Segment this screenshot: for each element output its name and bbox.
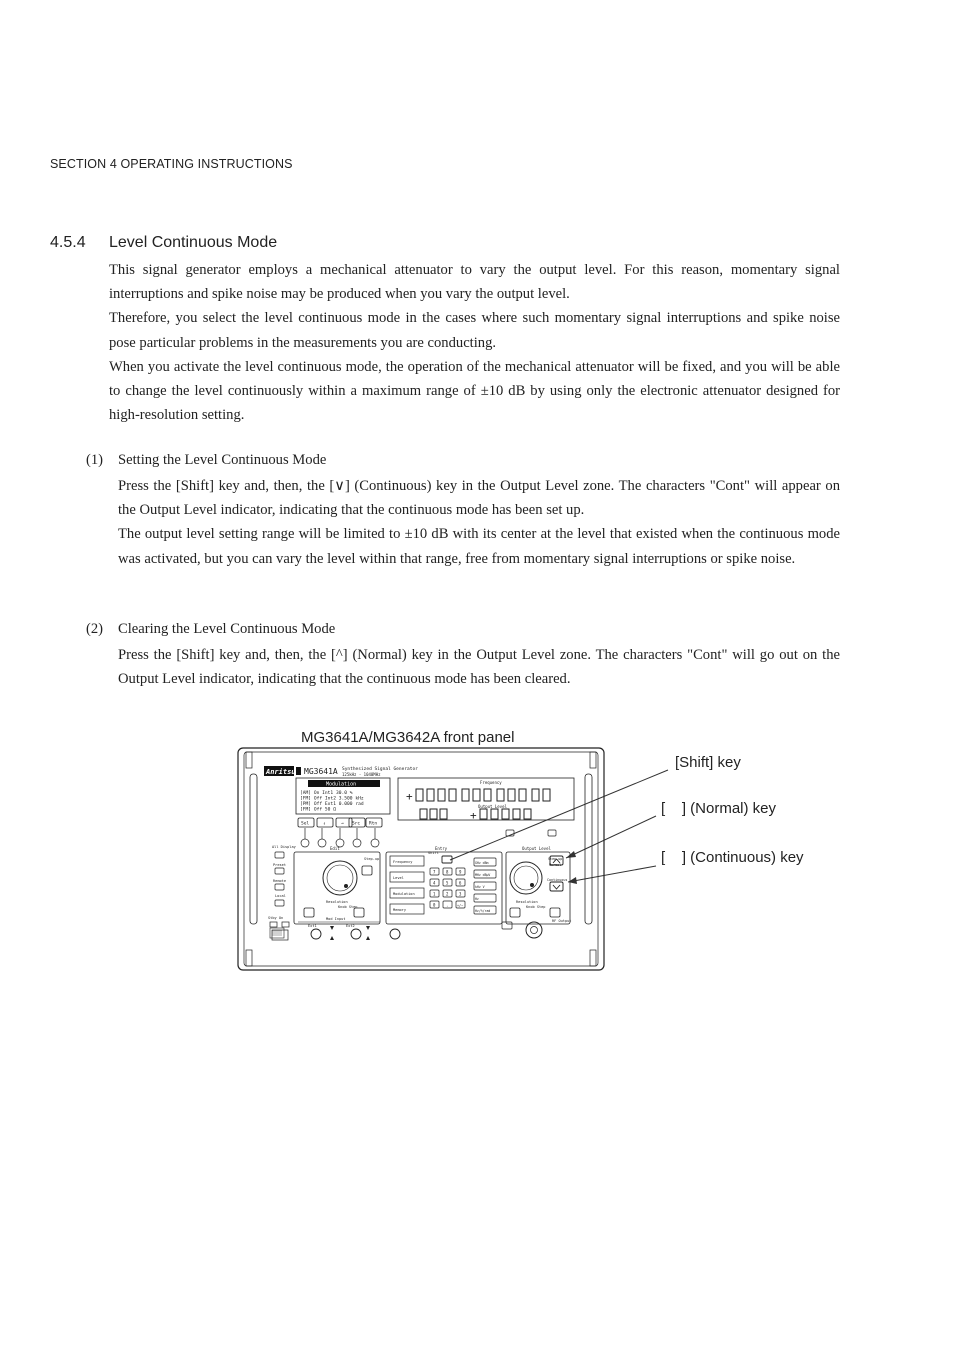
lcd-row-2: [FM] Off Int2 3.500 kHz [300, 796, 364, 802]
right-foot-top [590, 752, 596, 768]
shift-key-callout: [Shift] key [675, 754, 741, 771]
output-level-knob-inner [514, 866, 538, 890]
key-8-label: 8 [446, 869, 449, 875]
frequency-label: Frequency [480, 780, 502, 785]
left-handle [250, 774, 257, 924]
item-2-title: Clearing the Level Continuous Mode [118, 621, 336, 637]
shift-key-label: Shift [428, 851, 439, 855]
level-digit [524, 809, 531, 819]
item-2-paragraph-1: Press the [Shift] key and, then, the [^] (Normal) key in the Output Level zone. The characters "Cont" will go out on the Output Level indicator, indicating that the continuous mode has been cleared. [118, 647, 840, 688]
softkey-src-label: Src [352, 821, 361, 827]
key-7-label: 7 [433, 869, 436, 875]
level-key-label: Level [393, 876, 404, 880]
freq-digit [473, 789, 480, 801]
output-step-up-label: Step-up [548, 857, 563, 861]
item-1-paragraph-1: Press the [Shift] key and, then, the [∨] (Continuous) key in the Output Level zone. The characters "Cont" will appear on the Output Level indicator, indicating that the continuous mode has been set up. [118, 478, 840, 519]
preset-label: Preset [273, 863, 286, 867]
edit-left-key[interactable] [304, 908, 314, 917]
freq-digit [543, 789, 550, 801]
f2-key[interactable] [318, 839, 326, 847]
function-key-row [301, 828, 379, 847]
ext1-label: Ext1 [308, 924, 317, 928]
key-6-label: 6 [459, 880, 462, 886]
memory-digit [440, 809, 447, 819]
key-0-label: 0 [433, 902, 436, 908]
rel-level-key[interactable] [548, 830, 556, 836]
intro-paragraph-2: Therefore, you select the level continuous mode in the cases where such momentary signal interruptions and spike noise pose particular problems in the measurements you are conducting. [109, 310, 840, 351]
softkey-right-label: → [341, 821, 344, 827]
chevron-down-icon [553, 885, 560, 889]
on-lamp [282, 922, 289, 927]
ext2-label: Ext2 [346, 924, 355, 928]
freq-digit [438, 789, 445, 801]
chassis-inner [244, 752, 598, 966]
ext2-connector[interactable] [351, 929, 361, 939]
freq-digit [519, 789, 526, 801]
right-foot-bottom [590, 950, 596, 966]
running-header: SECTION 4 OPERATING INSTRUCTIONS [50, 157, 293, 171]
item-1-number: (1) [86, 452, 104, 468]
frequency-digits [406, 789, 550, 803]
output-resolution-label: Resolution [516, 900, 538, 904]
key-2-label: 2 [446, 891, 449, 897]
key-1-label: 1 [433, 891, 436, 897]
output-level-label: Output Level [478, 804, 507, 809]
edit-right-key[interactable] [354, 908, 364, 917]
modulation-key-label: Modulation [393, 892, 415, 896]
softkey-right[interactable] [336, 818, 352, 827]
freq-digit [532, 789, 539, 801]
lcd-row-3: [PM] Off Ext1 0.000 rad [300, 802, 364, 807]
freq-digit [508, 789, 515, 801]
hz-percent-label: Hz/%/rad [475, 909, 491, 913]
freq-digit [449, 789, 456, 801]
freq-digit [427, 789, 434, 801]
edit-knob-dimple [344, 884, 348, 888]
shift-key[interactable] [442, 856, 452, 863]
edit-knob[interactable] [323, 861, 357, 895]
edit-knob-step-label: Knob Step [338, 905, 358, 909]
level-sign: + [470, 809, 477, 822]
key-9-label: 9 [459, 869, 462, 875]
brand-text: Anritsu [266, 768, 296, 776]
triangle-down-icon [366, 926, 370, 930]
step-up-label: Step-up [364, 857, 380, 861]
triangle-up-icon [330, 936, 334, 940]
level-digit [491, 809, 498, 819]
softkey-rtn-label: Rtn [369, 821, 378, 827]
edit-knob-inner [327, 865, 353, 891]
entry-label: Entry [435, 846, 448, 851]
output-left-key[interactable] [510, 908, 520, 917]
edit-section [294, 852, 380, 924]
edit-resolution-label: Resolution [326, 900, 348, 904]
item-1-paragraph-2: The output level setting range will be limited to ±10 dB with its center at the level that existed when the continuous mode was activated, but you can vary the level within that range, free from momentary signal interruptions or spike noise. [118, 526, 840, 567]
rf-input-connector[interactable] [390, 929, 400, 939]
memory-digit [430, 809, 437, 819]
softkey-sel-label: Sel [301, 821, 310, 827]
preset-key[interactable] [275, 868, 284, 874]
left-foot-bottom [246, 950, 252, 966]
edit-label: Edit [330, 846, 340, 851]
frequency-key-label: Frequency [393, 860, 413, 864]
frequency-sign: + [406, 790, 413, 803]
f1-key[interactable] [301, 839, 309, 847]
continuous-key-callout: [ ] (Continuous) key [661, 849, 804, 866]
brand-square [296, 767, 301, 775]
mhz-dbuv-label: MHz dBμV [475, 873, 491, 877]
rf-output-label: RF Output [552, 919, 572, 923]
remote-label: Remote [273, 879, 286, 883]
lcd-title: Modulation [326, 781, 357, 788]
section-title: Level Continuous Mode [109, 234, 278, 251]
hz-label: Hz [475, 897, 479, 901]
triangle-down-icon [330, 926, 334, 930]
ext1-connector[interactable] [311, 929, 321, 939]
all-display-key[interactable] [275, 852, 284, 858]
rf-output-center [531, 927, 538, 934]
level-digit [480, 809, 487, 819]
left-foot-top [246, 752, 252, 768]
front-panel-drawing [230, 744, 612, 976]
item-2-number: (2) [86, 621, 104, 637]
output-right-key[interactable] [550, 908, 560, 917]
item-1-title: Setting the Level Continuous Mode [118, 452, 327, 468]
lcd-row-1: [AM] On Int1 30.0 % [300, 791, 353, 796]
level-digit [513, 809, 520, 819]
f4-key[interactable] [353, 839, 361, 847]
key-3-label: 3 [459, 891, 462, 897]
f5-key[interactable] [371, 839, 379, 847]
all-display-label: All Display [272, 845, 296, 849]
freq-digit [462, 789, 469, 801]
model-name: MG3641A [304, 767, 338, 776]
intro-paragraph-3: When you activate the level continuous mode, the operation of the mechanical attenuator will be fixed, and you will be able to change the level continuously within a maximum range of ±10 dB by using only the electronic attenuator designed for high-resolution setting. [109, 358, 840, 424]
output-level-knob[interactable] [510, 862, 542, 894]
key-dot-label: . [446, 902, 449, 908]
local-label: Local [275, 894, 286, 898]
continuous-key-label: Continuous [547, 878, 568, 882]
freq-digit [484, 789, 491, 801]
rf-on-off-key[interactable] [502, 922, 512, 929]
memory-key-label: Memory [393, 908, 406, 912]
intro-paragraph-1: This signal generator employs a mechanical attenuator to vary the output level. For this reason, momentary signal interruptions and spike noise may be produced when you vary the output level. [109, 262, 840, 303]
normal-key-label: Normal [549, 863, 562, 867]
key-sign-label: +/− [457, 903, 464, 908]
section-number: 4.5.4 [50, 234, 86, 251]
khz-v-label: kHz V [475, 885, 485, 889]
figure-caption: MG3641A/MG3642A front panel [301, 729, 515, 746]
softkey-down-label: ↓ [323, 821, 326, 827]
stby-on-label: Stby On [268, 916, 284, 920]
normal-key-callout: [ ] (Normal) key [661, 800, 777, 817]
output-knob-step-label: Knob Step [526, 905, 546, 909]
key-5-label: 5 [446, 880, 449, 886]
memory-digit [420, 809, 427, 819]
ghz-dbm-label: GHz dBm [475, 861, 489, 865]
output-level-knob-dimple [530, 883, 534, 887]
edit-step-up-key[interactable] [362, 866, 372, 875]
local-key[interactable] [275, 900, 284, 906]
remote-key[interactable] [275, 884, 284, 890]
freq-digit [416, 789, 423, 801]
standby-lamp [270, 922, 277, 927]
rel-freq-key[interactable] [506, 830, 514, 836]
output-level-section-label: Output Level [522, 846, 551, 851]
model-range: 125kHz - 1040MHz [342, 772, 381, 777]
freq-digit [497, 789, 504, 801]
mod-input-label: Mod Input [326, 917, 346, 921]
rf-output-connector[interactable] [526, 922, 542, 938]
lcd-row-4: [FM] Off 50 Ω [300, 807, 336, 813]
key-4-label: 4 [433, 880, 436, 886]
level-digit [502, 809, 509, 819]
triangle-up-icon [366, 936, 370, 940]
model-subtitle: Synthesized Signal Generator [342, 767, 418, 772]
right-handle [585, 774, 592, 924]
